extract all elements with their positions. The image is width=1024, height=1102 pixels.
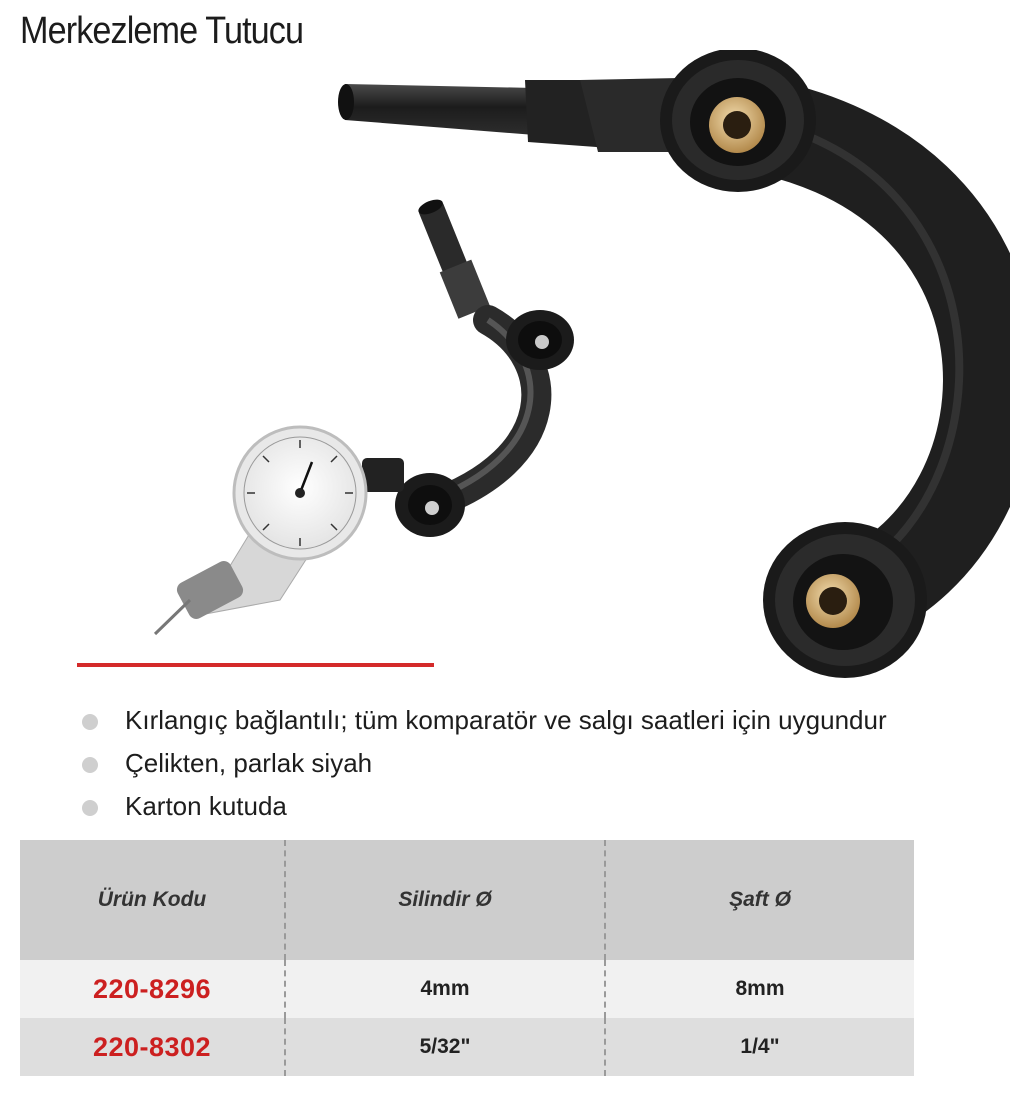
feature-list [80,702,887,831]
product-code-cell: 220-8302 [20,1018,285,1076]
product-photo-holder [330,50,1010,690]
red-divider-line [77,663,434,667]
table-row [20,960,914,1018]
list-item [80,702,887,745]
list-item [80,788,887,831]
table-row [20,1018,914,1076]
column-header-product-code: Ürün Kodu [20,840,285,960]
column-header-cylinder-diameter: Silindir Ø [285,840,605,960]
cylinder-diameter-cell: 4mm [285,960,605,1018]
table-header-row [20,840,914,960]
column-header-shaft-diameter: Şaft Ø [605,840,914,960]
cylinder-diameter-cell: 5/32" [285,1018,605,1076]
bullet-dot-icon [82,757,98,773]
spec-table [20,840,914,1076]
bullet-dot-icon [82,800,98,816]
shaft-diameter-cell: 8mm [605,960,914,1018]
feature-text: Kırlangıç bağlantılı; tüm komparatör ve salgı saatleri için uygundur [125,705,887,735]
page-title: Merkezleme Tutucu [20,10,304,52]
bullet-dot-icon [82,714,98,730]
list-item [80,745,887,788]
feature-text: Çelikten, parlak siyah [125,748,373,778]
product-code-cell: 220-8296 [20,960,285,1018]
shaft-diameter-cell: 1/4" [605,1018,914,1076]
feature-text: Karton kutuda [125,791,287,821]
